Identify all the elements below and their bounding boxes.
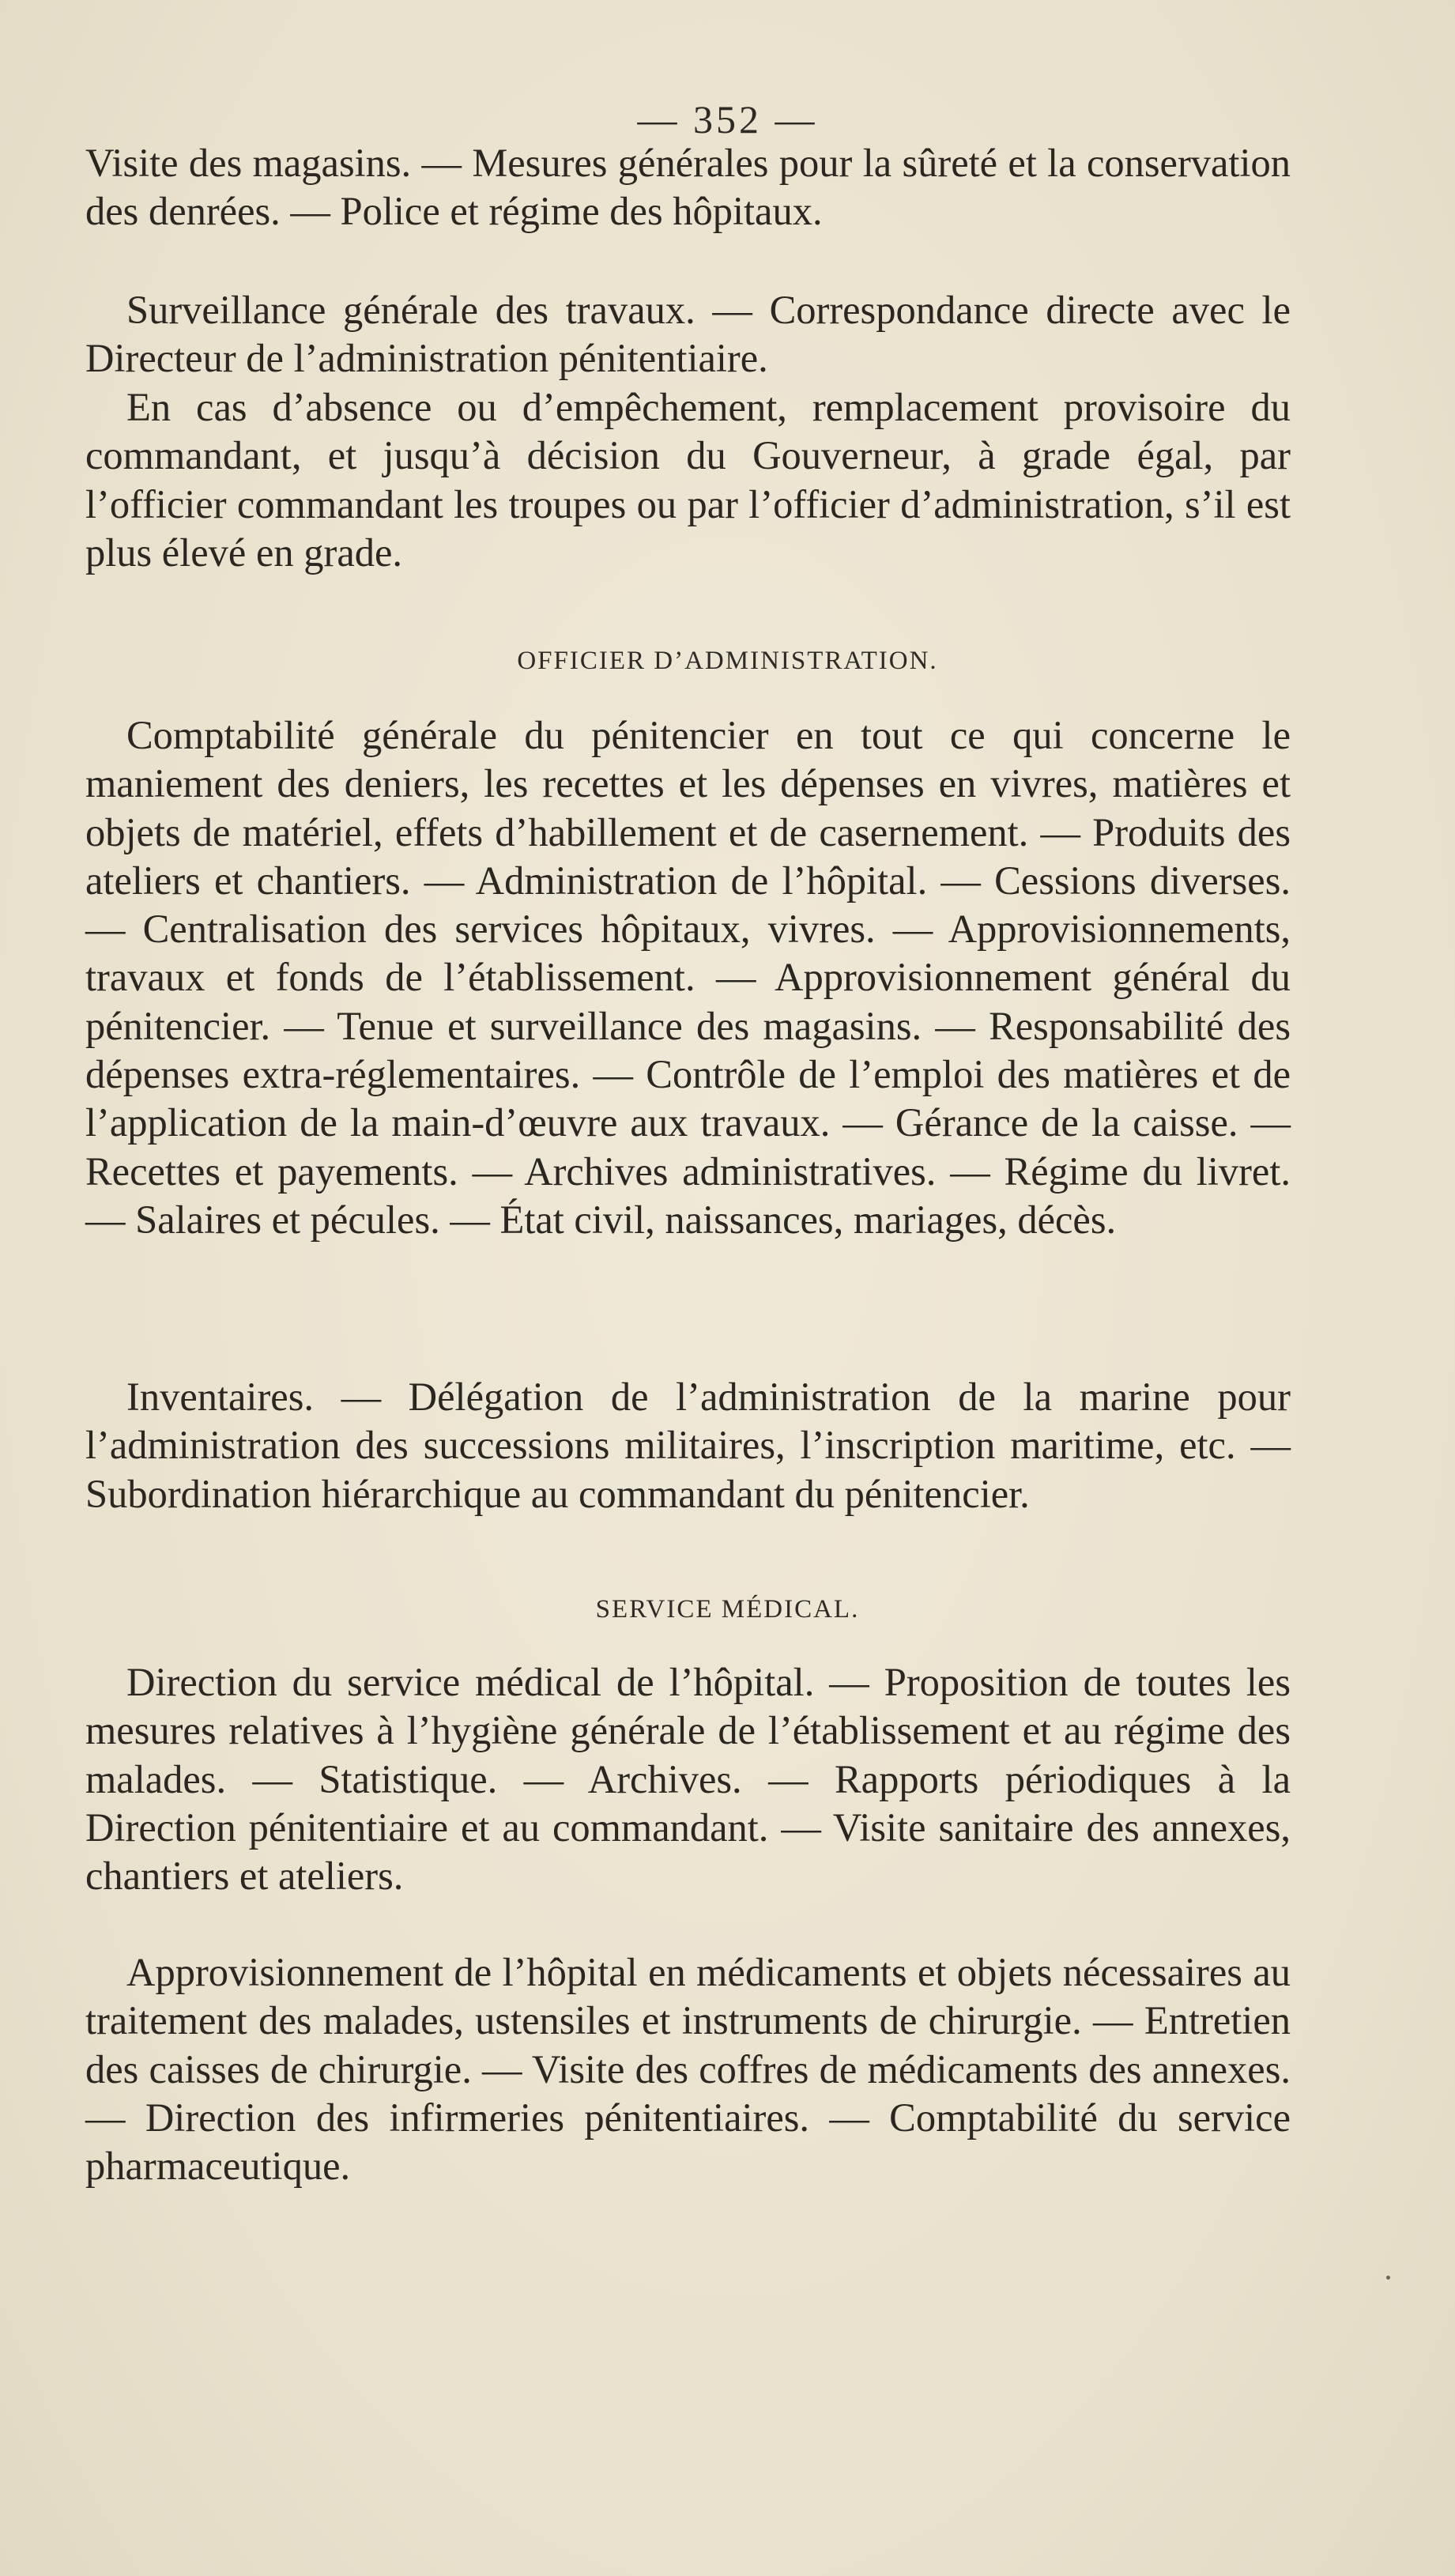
paragraph-inventaires: Inventaires. — Délégation de l’administration de la marine pour l’administration des successions militaires, l’inscription maritime, etc. — Subordination hiérarchique au commandant du pénitencier. xyxy=(85,1375,1291,1516)
paragraph-comptabilite: Comptabilité générale du pénitencier en tout ce qui concerne le maniement des deniers, les recettes et les dépenses en vivres, matières et objets de matériel, effets d’habillement et de casernement. — Produits des ateliers et chantiers. — Administration de l’hôpital. — Cessions diverses. — Centralisation des services hôpitaux, vivres. — Approvisionnements, travaux et fonds de l’établissement. — Approvisionnement général du pénitencier. — Tenue et surveillance des magasins. — Responsabilité des dépenses extra-réglementaires. — Contrôle de l’emploi des matières et de l’application de la main-d’œuvre aux travaux. — Gérance de la caisse. — Recettes et payements. — Archives administratives. — Régime du livret. — Salaires et pécules. — État civil, naissances, mariages, décès. xyxy=(85,713,1291,1242)
page-number: — 352 — xyxy=(637,97,818,141)
paragraph-direction-medical: Direction du service médical de l’hôpital. — Proposition de toutes les mesures relatives à l’hygiène générale de l’établissement et au régime des malades. — Statistique. — Archives. — Rapports périodiques à la Direction pénitentiaire et au commandant. — Visite sanitaire des annexes, chantiers et ateliers. xyxy=(85,1660,1291,1899)
heading-service-medical: SERVICE MÉDICAL. xyxy=(595,1595,860,1624)
paragraph-approvisionnement-hopital: Approvisionnement de l’hôpital en médicaments et objets nécessaires au traitement des malades, ustensiles et instruments de chirurgie. — Entretien des caisses de chirurgie. — Visite des coffres de médicaments des annexes. — Direction des infirmeries pénitentiaires. — Comptabilité du service pharmaceutique. xyxy=(85,1950,1291,2189)
paragraph-absence: En cas d’absence ou d’empêchement, remplacement provisoire du commandant, et jusqu’à décision du Gouverneur, à grade égal, par l’officier commandant les troupes ou par l’officier d’administration, s’il est plus élevé en grade. xyxy=(85,385,1291,575)
paragraph-surveillance: Surveillance générale des travaux. — Correspondance directe avec le Directeur de l’administration pénitentiaire. xyxy=(85,288,1291,381)
ink-speck xyxy=(1386,2276,1390,2280)
heading-officier-administration: OFFICIER D’ADMINISTRATION. xyxy=(517,647,938,675)
paragraph-visite: Visite des magasins. — Mesures générales pour la sûreté et la conservation des denrées. — Police et régime des hôpitaux. xyxy=(85,141,1291,234)
